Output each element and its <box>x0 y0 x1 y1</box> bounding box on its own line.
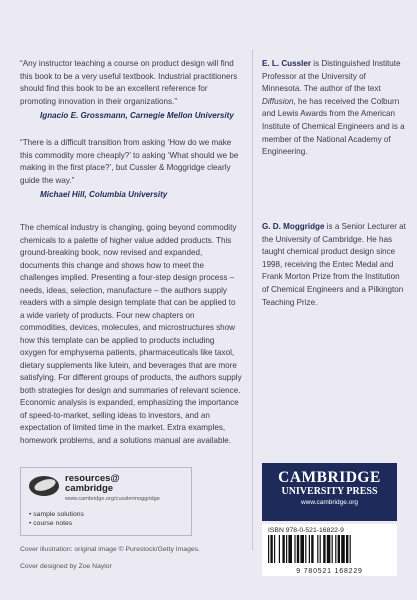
author-bio-cussler <box>262 58 407 159</box>
resources-title-line2: cambridge <box>65 483 114 494</box>
barcode-icon <box>268 535 391 563</box>
author-bio-moggridge <box>262 221 407 309</box>
cover-illustration-credit: Cover illustration: original image © Purestock/Getty Images. <box>20 546 200 553</box>
resources-item: • course notes <box>29 519 84 528</box>
quote-attribution: Ignacio E. Grossmann, Carnegie Mellon University <box>40 111 234 121</box>
quote-grossmann <box>20 58 242 123</box>
author-name: E. L. Cussler <box>262 59 312 68</box>
barcode-area <box>262 524 397 576</box>
column-divider <box>252 50 253 550</box>
resources-box <box>20 467 192 536</box>
resources-title-line1: resources@ <box>65 473 120 484</box>
resources-logo-icon <box>29 476 59 496</box>
barcode-digits: 9 780521 168229 <box>296 568 363 575</box>
author-bio-text: , he has received the Colburn and Lewis Awards from the American Institute of Chemical Engineers and is a member of the National Academy of Engineering. <box>262 96 405 157</box>
book-title-diffusion: Diffusion <box>262 96 294 106</box>
book-description: The chemical industry is changing, going beyond commodity chemicals to a palette of higher value added products. This ground-breaking book, now revised and expanded, documents this change and shows how to meet the challenges implied. Presenting a four-step design process – needs, ideas, selection, manufacture – the authors supply readers with a simple design template that can be applied to a wide variety of products. Four new chapters on commodities, devices, molecules, and microstructures show how this template can be applied to products including oxygen for emphysema patients, pharmaceuticals like taxol, dietary supplements like lutein, and beverages that are more satisfying. For different groups of products, the authors supply both strategies for design and summaries of relevant science. Economic analysis is expanded, emphasizing the importance of speed-to-market, selling ideas to investors, and an expectation of limited time in the market. Extra examples, homework problems, and a solutions manual are available. <box>20 223 242 445</box>
isbn-number: ISBN 978-0-521-16822-9 <box>268 527 344 534</box>
author-name: G. D. Moggridge <box>262 222 325 231</box>
publisher-name: CAMBRIDGE <box>278 469 381 486</box>
cover-design-credit: Cover designed by Zoe Naylor <box>20 563 112 570</box>
quote-attribution: Michael Hill, Columbia University <box>40 190 168 200</box>
resources-url[interactable]: www.cambridge.org/cusslermoggridge <box>65 496 160 502</box>
publisher-logo <box>262 463 397 521</box>
resources-item: • sample solutions <box>29 510 84 519</box>
quote-hill <box>20 137 242 202</box>
resources-title <box>65 474 120 494</box>
quote-text: “Any instructor teaching a course on product design will find this book to be a very useful textbook. Industrial practitioners should find this book to be an excellent reference for promoting innovation in their organizations.” <box>20 59 238 106</box>
publisher-press: UNIVERSITY PRESS <box>281 486 378 497</box>
author-bio-text: is Distinguished Institute Professor at the University of Minnesota. The author of the text <box>262 59 401 94</box>
author-bio-text: is a Senior Lecturer at the University of Cambridge. He has taught chemical product design since 1998, receiving the Entec Medal and Frank Morton Prize from the Institution of Chemical Engineers and a Pilkington Teaching Prize. <box>262 222 406 307</box>
quote-text: “There is a difficult transition from asking ‘How do we make this commodity more cheaply?’ to asking ‘What should we be making in the first place?’, but Cussler & Moggridge clearly guide the way.” <box>20 138 239 185</box>
resources-list <box>29 510 84 528</box>
publisher-url[interactable]: www.cambridge.org <box>300 499 359 506</box>
